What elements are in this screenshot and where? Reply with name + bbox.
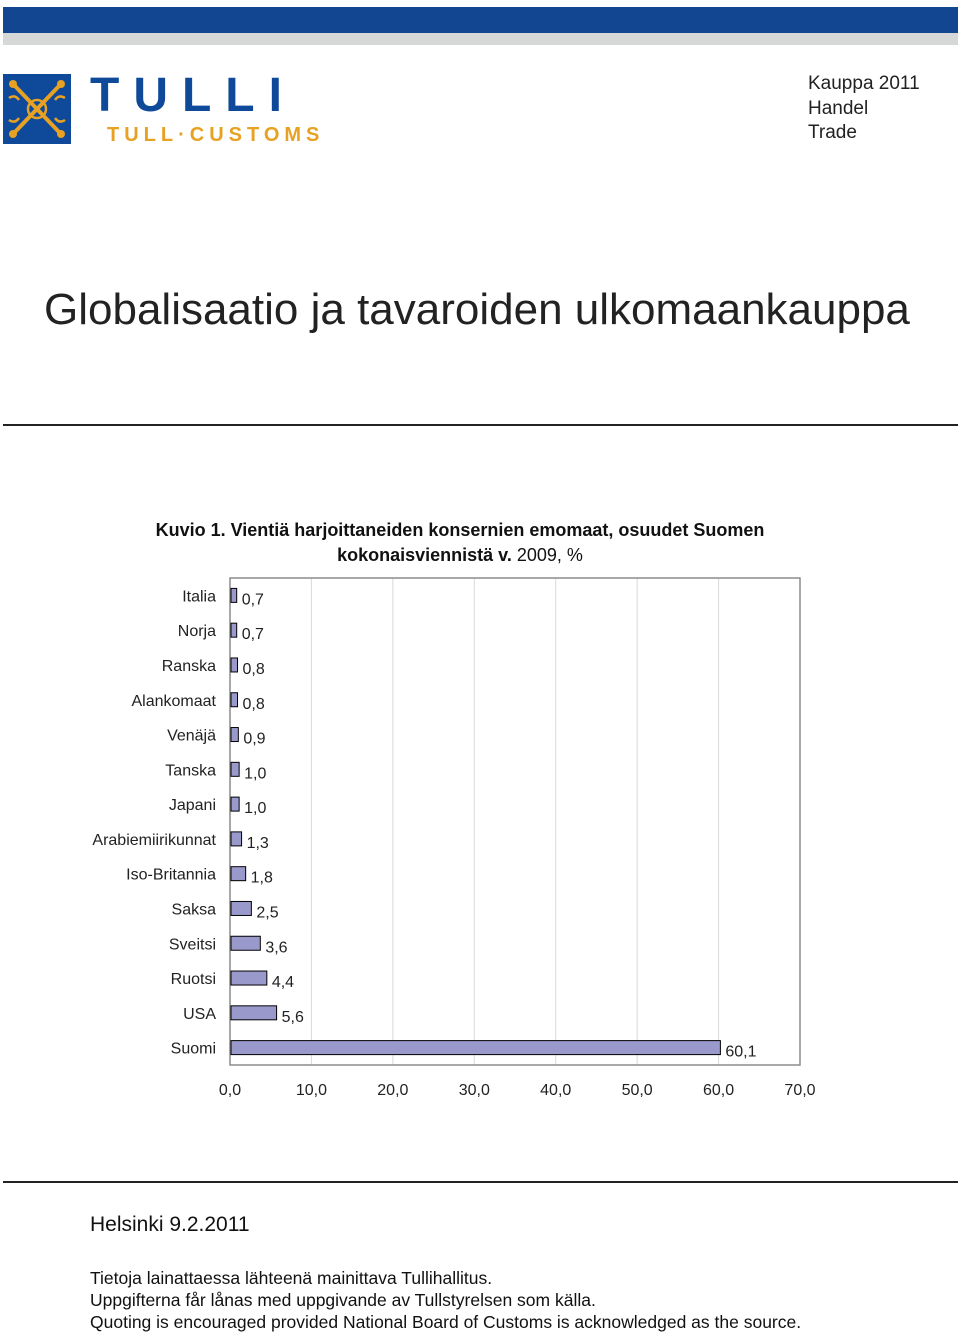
bar (231, 1006, 277, 1020)
bar (231, 936, 260, 950)
series-fi: Kauppa 2011 (808, 73, 920, 94)
data-label: 1,3 (246, 834, 269, 852)
category-label: Japani (168, 797, 216, 815)
category-label: USA (183, 1005, 216, 1023)
category-label: Arabiemiirikunnat (92, 831, 216, 849)
x-tick-label: 40,0 (540, 1082, 572, 1099)
category-label: Norja (177, 623, 216, 641)
data-label: 0,8 (242, 660, 265, 678)
data-label: 3,6 (265, 939, 288, 957)
category-label: Italia (182, 588, 216, 606)
top-divider (3, 424, 958, 426)
footer-notes (90, 1267, 801, 1333)
category-label: Iso-Britannia (126, 866, 216, 884)
bottom-divider (3, 1181, 958, 1183)
data-label: 0,8 (242, 695, 265, 713)
chart-title-line2 (90, 543, 830, 568)
category-label: Ranska (161, 657, 216, 675)
x-tick-label: 70,0 (784, 1082, 816, 1099)
bar (231, 797, 239, 811)
chart-title-line2-rest: 2009, % (511, 545, 583, 565)
category-label: Venäjä (167, 727, 216, 745)
x-tick-label: 60,0 (703, 1082, 735, 1099)
data-label: 0,9 (243, 730, 266, 748)
bar (231, 1041, 720, 1055)
data-label: 1,0 (244, 765, 267, 783)
logo-subtitle: TULL·CUSTOMS (107, 124, 325, 146)
top-banner-stripe (3, 33, 958, 45)
publication-date: Helsinki 9.2.2011 (90, 1213, 250, 1236)
series-en: Trade (808, 122, 857, 143)
data-label: 5,6 (281, 1008, 304, 1026)
data-label: 0,7 (241, 591, 264, 609)
category-label: Suomi (170, 1040, 216, 1058)
footer-note-fi: Tietoja lainattaessa lähteenä mainittava Tullihallitus. (90, 1268, 493, 1288)
x-tick-label: 20,0 (377, 1082, 409, 1099)
chart-title-line1: Kuvio 1. Vientiä harjoittaneiden konsernien emomaat, osuudet Suomen (155, 520, 765, 540)
bar (231, 693, 238, 707)
footer-note-sv: Uppgifterna får lånas med uppgivande av Tullstyrelsen som källa. (90, 1290, 596, 1310)
bar (231, 762, 239, 776)
publication-series (808, 72, 920, 146)
chart-title-line2-bold: kokonaisviennistä v. (337, 545, 512, 565)
x-tick-label: 0,0 (218, 1082, 242, 1099)
bar (231, 623, 237, 637)
data-label: 2,5 (256, 904, 279, 922)
x-tick-label: 30,0 (458, 1082, 490, 1099)
x-tick-label: 50,0 (621, 1082, 653, 1099)
footer-note-en: Quoting is encouraged provided National Board of Customs is acknowledged as the source. (90, 1312, 802, 1332)
bar-chart (0, 570, 960, 1110)
bar (231, 867, 246, 881)
page-title: Globalisaatio ja tavaroiden ulkomaankauppa (44, 285, 910, 334)
data-label: 1,0 (244, 800, 267, 818)
data-label: 1,8 (250, 869, 273, 887)
logo-wordmark: TULLI (90, 69, 296, 122)
customs-emblem-icon (3, 74, 71, 144)
bar (231, 901, 251, 915)
plot-area (230, 578, 800, 1065)
data-label: 60,1 (725, 1043, 757, 1061)
x-tick-label: 10,0 (295, 1082, 327, 1099)
category-label: Sveitsi (168, 936, 216, 954)
bar (231, 588, 237, 602)
series-sv: Handel (808, 97, 869, 119)
data-label: 0,7 (241, 626, 264, 644)
category-label: Saksa (171, 901, 216, 919)
data-label: 4,4 (271, 974, 295, 992)
bar (231, 832, 242, 846)
category-label: Tanska (165, 762, 216, 780)
category-label: Alankomaat (131, 692, 216, 710)
bar (231, 728, 238, 742)
bar (231, 658, 238, 672)
category-label: Ruotsi (170, 971, 216, 989)
top-banner-bar (3, 7, 958, 33)
bar (231, 971, 267, 985)
chart-title (90, 518, 830, 568)
